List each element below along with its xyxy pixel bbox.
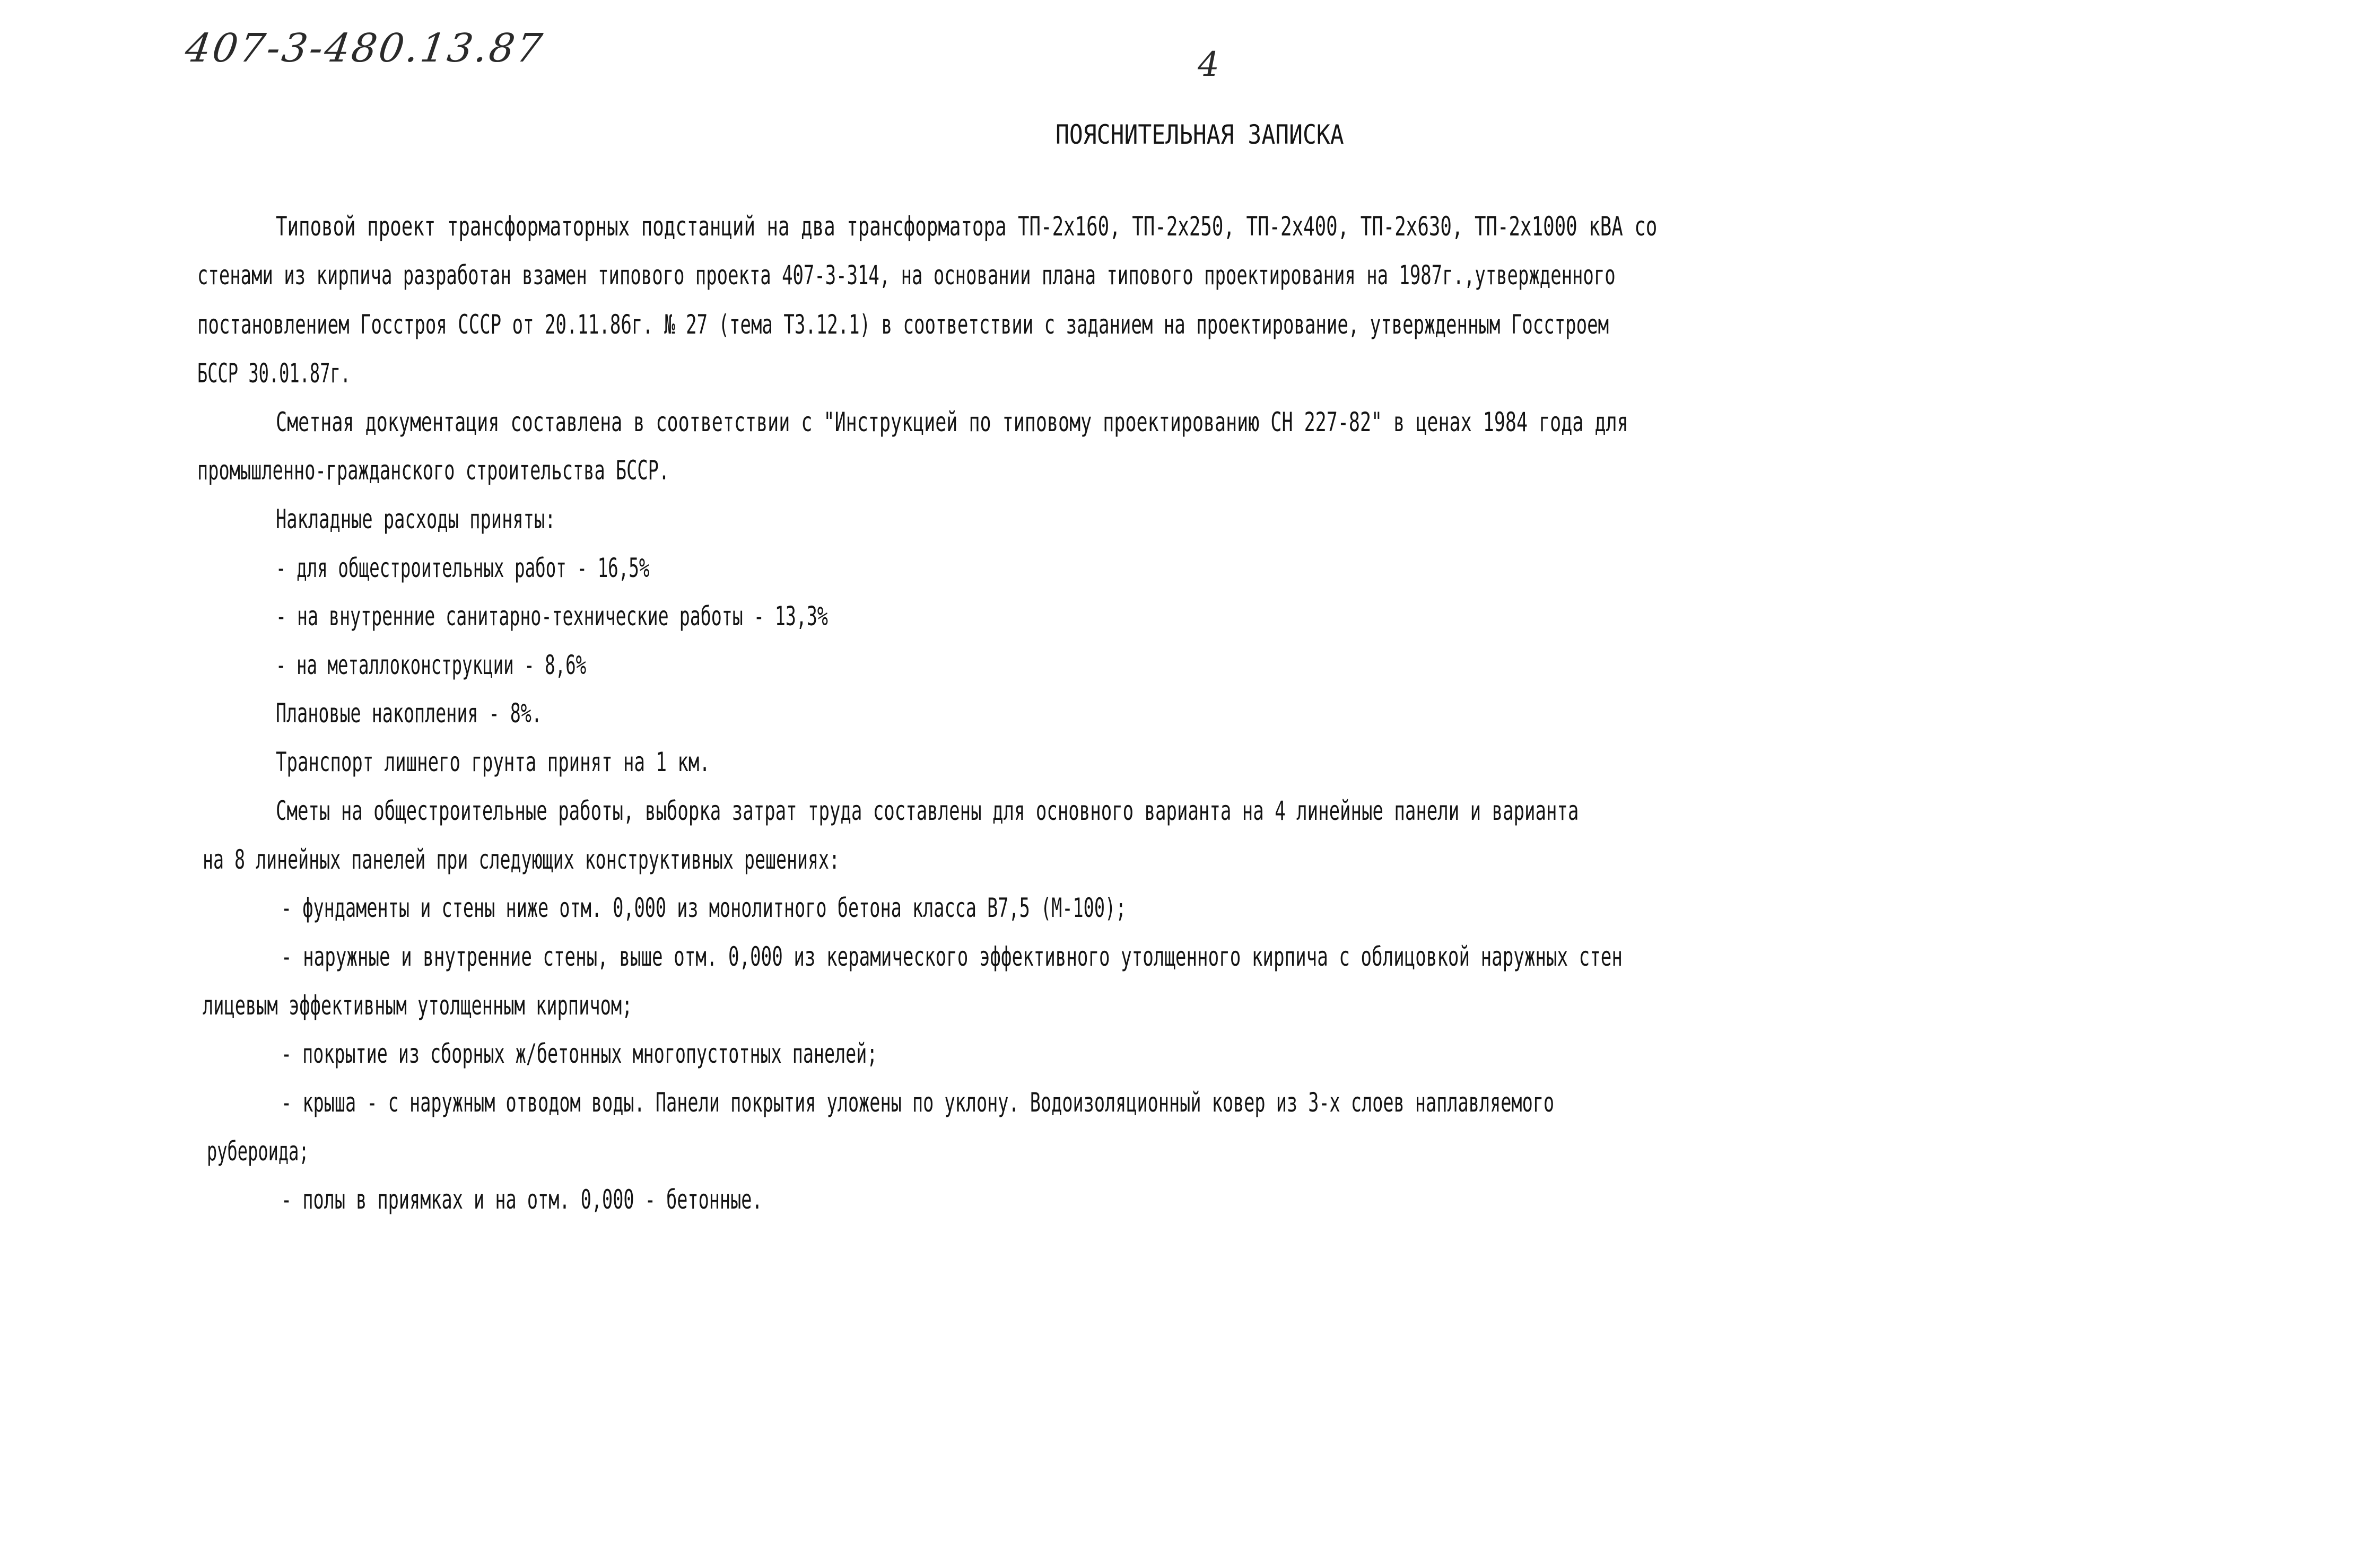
- text-line: БССР 30.01.87г.: [197, 358, 351, 389]
- document-heading: ПОЯСНИТЕЛЬНАЯ ЗАПИСКА: [1056, 119, 1344, 150]
- text-line: - полы в приямках и на отм. 0,000 - бетонные.: [281, 1184, 763, 1215]
- text-line: - крыша - с наружным отводом воды. Панели покрытия уложены по уклону. Водоизоляционный ковер из 3-х слоев наплавляемого: [281, 1087, 1555, 1118]
- text-line: Сметная документация составлена в соответствии с "Инструкцией по типовому проектированию СН 227-82" в ценах 1984 года для: [276, 407, 1628, 438]
- text-line: промышленно-гражданского строительства БССР.: [197, 455, 670, 486]
- text-line: рубероида;: [207, 1136, 309, 1167]
- text-line: Накладные расходы приняты:: [276, 504, 556, 535]
- text-line: Транспорт лишнего грунта принят на 1 км.: [276, 747, 710, 777]
- text-line: - наружные и внутренние стены, выше отм. 0,000 из керамического эффективного утолщенного кирпича с облицовкой наружных стен: [281, 941, 1623, 972]
- text-line: - фундаменты и стены ниже отм. 0,000 из монолитного бетона класса В7,5 (М-100);: [281, 893, 1127, 923]
- text-line: - на внутренние санитарно-технические работы - 13,3%: [276, 601, 828, 632]
- page-number: 4: [1198, 45, 1219, 84]
- text-line: Сметы на общестроительные работы, выборка затрат труда составлены для основного варианта на 4 линейные панели и варианта: [276, 795, 1579, 826]
- text-line: лицевым эффективным утолщенным кирпичом;: [203, 990, 633, 1021]
- text-line: на 8 линейных панелей при следующих конструктивных решениях:: [203, 844, 840, 875]
- text-line: Типовой проект трансформаторных подстанций на два трансформатора ТП-2х160, ТП-2х250, ТП-2х400, ТП-2х630, ТП-2х1000 кВА со: [276, 211, 1658, 242]
- text-line: стенами из кирпича разработан взамен типового проекта 407-3-314, на основании плана типового проектирования на 1987г.,утвержденного: [197, 260, 1616, 291]
- document-code-stamp: 407-3-480.13.87: [182, 25, 547, 71]
- text-line: - покрытие из сборных ж/бетонных многопустотных панелей;: [281, 1038, 878, 1069]
- text-line: Плановые накопления - 8%.: [276, 698, 542, 729]
- text-line: - на металлоконструкции - 8,6%: [276, 650, 587, 680]
- text-line: - для общестроительных работ - 16,5%: [276, 553, 650, 583]
- text-line: постановлением Госстроя СССР от 20.11.86г. № 27 (тема Т3.12.1) в соответствии с заданием на проектирование, утвержденным Госстроем: [197, 309, 1609, 340]
